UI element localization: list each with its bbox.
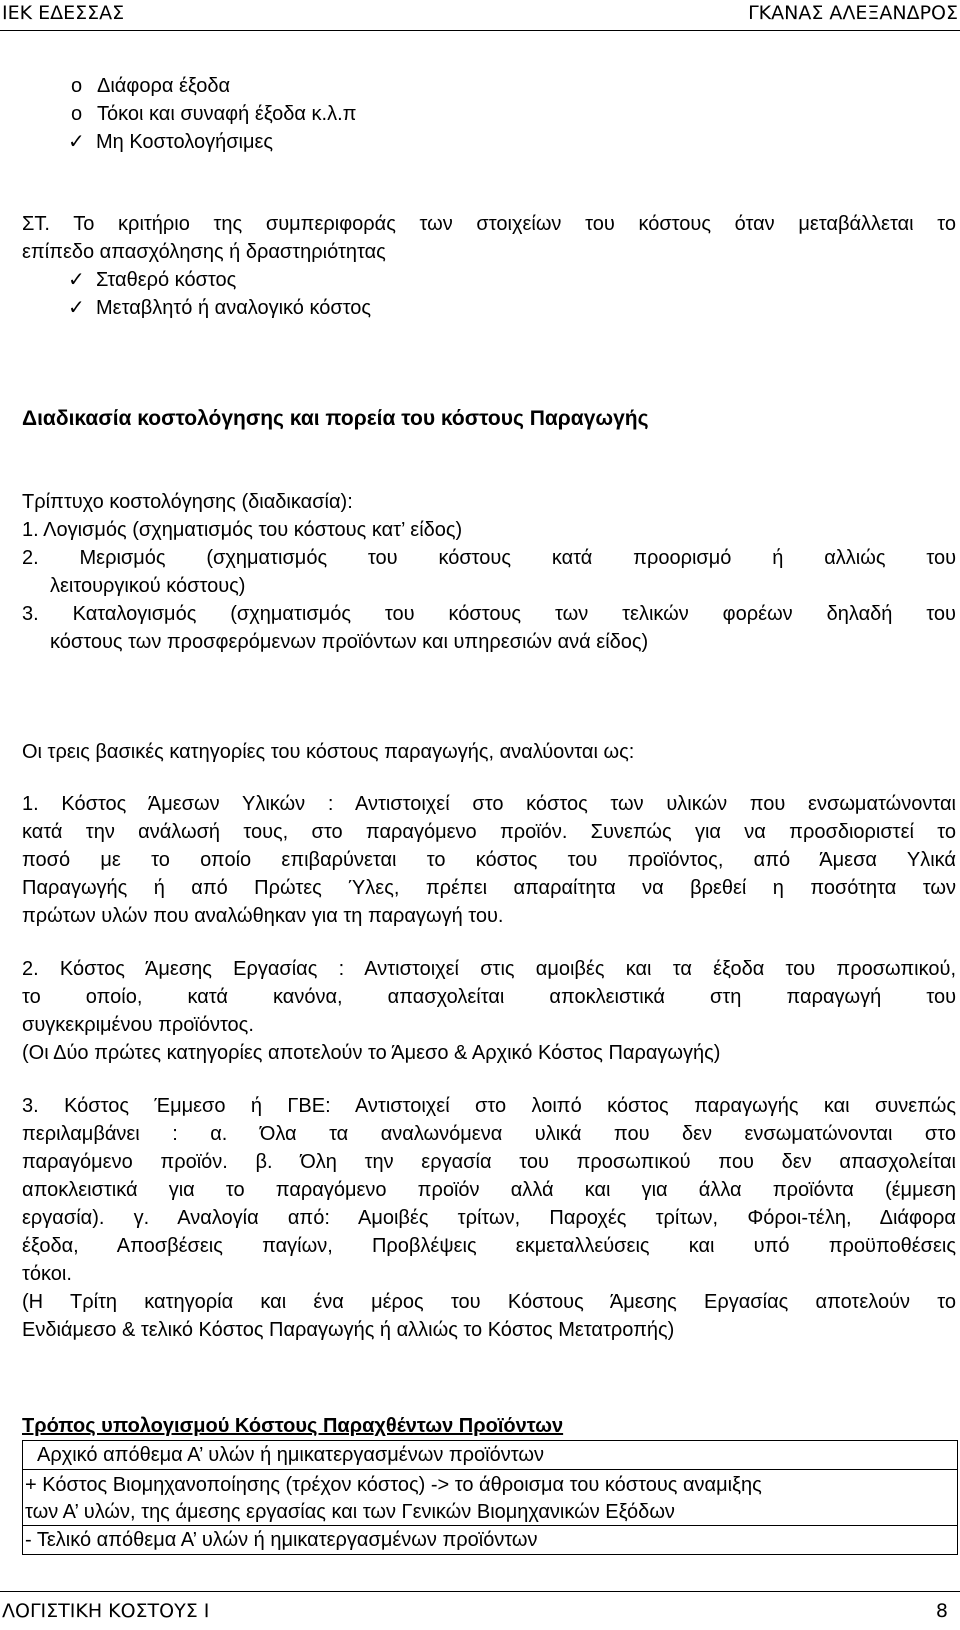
paragraph-line: 1. Κόστος Άμεσων Υλικών : Αντιστοιχεί στο κόστος των υλικών που ενσωματώνονται	[22, 793, 956, 815]
paragraph-line: παραγόμενο προϊόν. β. Όλη την εργασία του προσωπικού που δεν απασχολείται	[22, 1151, 956, 1173]
categories-intro: Οι τρεις βασικές κατηγορίες του κόστους παραγωγής, αναλύονται ως:	[22, 741, 635, 763]
check-icon: ✓	[68, 131, 85, 153]
list-item: ✓ Σταθερό κόστος	[68, 266, 236, 294]
paragraph-line: 3. Κόστος Έμμεσο ή ΓΒΕ: Αντιστοιχεί στο λοιπό κόστος παραγωγής και συνεπώς	[22, 1095, 956, 1117]
list-item: o Διάφορα έξοδα	[71, 72, 230, 100]
bullet-icon: o	[71, 103, 83, 125]
paragraph-line: εργασία). γ. Αναλογία από: Αμοιβές τρίτων, Παροχές τρίτων, Φόροι-τέλη, Διάφορα	[22, 1207, 956, 1229]
section-title: Διαδικασία κοστολόγησης και πορεία του κόστους Παραγωγής	[22, 407, 649, 430]
calc-row: Αρχικό απόθεμα Α’ υλών ή ημικατεργασμένων προϊόντων	[22, 1440, 958, 1470]
header-left: ΙΕΚ ΕΔΕΣΣΑΣ	[2, 2, 125, 24]
header-right: ΓΚΑΝΑΣ ΑΛΕΞΑΝΔΡΟΣ	[748, 2, 958, 24]
paragraph-line: έξοδα, Αποσβέσεις παγίων, Προβλέψεις εκμεταλλεύσεις και υπό προϋποθέσεις	[22, 1235, 956, 1257]
paragraph-line: (Η Τρίτη κατηγορία και ένα μέρος του Κόστους Άμεσης Εργασίας αποτελούν το	[22, 1291, 956, 1313]
triptych-intro: Τρίπτυχο κοστολόγησης (διαδικασία):	[22, 491, 353, 513]
paragraph-line: (Οι Δύο πρώτες κατηγορίες αποτελούν το Άμεσο & Αρχικό Κόστος Παραγωγής)	[22, 1042, 721, 1064]
paragraph-line: το οποίο, κατά κανόνα, απασχολείται αποκλειστικά στη παραγωγή του	[22, 986, 956, 1008]
calc-row: + Κόστος Βιομηχανοποίησης (τρέχον κόστος) -> το άθροισμα του κόστους αναμιξης των Α’ υλών, της άμεσης εργασίας και των Γενικών Βιομηχανικών Εξόδων	[22, 1469, 958, 1526]
calc-row: - Τελικό απόθεμα Α’ υλών ή ημικατεργασμένων προϊόντων	[22, 1525, 958, 1555]
paragraph-line: Ενδιάμεσο & τελικό Κόστος Παραγωγής ή αλλιώς το Κόστος Μετατροπής)	[22, 1319, 675, 1341]
paragraph-line: τόκοι.	[22, 1263, 72, 1285]
check-icon: ✓	[68, 297, 85, 319]
list-item: 2. Μερισμός (σχηματισμός του κόστους κατά προορισμό ή αλλιώς του	[22, 547, 956, 569]
criterion-line: ΣΤ. Το κριτήριο της συμπεριφοράς των στοιχείων του κόστους όταν μεταβάλλεται το	[22, 213, 956, 235]
bullet-icon: o	[71, 75, 83, 97]
paragraph-line: πρώτων υλών που αναλώθηκαν για τη παραγωγή του.	[22, 905, 504, 927]
list-item: κόστους των προσφερόμενων προϊόντων και υπηρεσιών ανά είδος)	[50, 631, 649, 653]
list-item: ✓ Μεταβλητό ή αναλογικό κόστος	[68, 294, 371, 322]
paragraph-line: 2. Κόστος Άμεσης Εργασίας : Αντιστοιχεί στις αμοιβές και τα έξοδα του προσωπικού,	[22, 958, 956, 980]
list-item: o Τόκοι και συναφή έξοδα κ.λ.π	[71, 100, 356, 128]
page-header	[0, 0, 960, 31]
check-icon: ✓	[68, 269, 85, 291]
paragraph-line: Παραγωγής ή από Πρώτες Ύλες, πρέπει απαραίτητα να βρεθεί η ποσότητα των	[22, 877, 956, 899]
list-item: 3. Καταλογισμός (σχηματισμός του κόστους των τελικών φορέων δηλαδή του	[22, 603, 956, 625]
paragraph-line: ποσό με το οποίο επιβαρύνεται το κόστος του προϊόντος, από Άμεσα Υλικά	[22, 849, 956, 871]
paragraph-line: αποκλειστικά για το παραγόμενο προϊόν αλλά και για άλλα προϊόντα (έμμεση	[22, 1179, 956, 1201]
paragraph-line: κατά την ανάλωσή τους, στο παραγόμενο προϊόν. Συνεπώς για να προσδιοριστεί το	[22, 821, 956, 843]
list-item: λειτουργικού κόστους)	[50, 575, 246, 597]
list-item: 1. Λογισμός (σχηματισμός του κόστους κατ’ είδος)	[22, 519, 463, 541]
paragraph-line: συγκεκριμένου προϊόντος.	[22, 1014, 254, 1036]
paragraph-line: περιλαμβάνει : α. Όλα τα αναλωνόμενα υλικά που δεν ενσωματώνονται στο	[22, 1123, 956, 1145]
page-number: 8	[935, 1600, 948, 1622]
list-item: ✓ Μη Κοστολογήσιμες	[68, 128, 273, 156]
page-footer	[0, 1591, 960, 1630]
footer-left: ΛΟΓΙΣΤΙΚΗ ΚΟΣΤΟΥΣ Ι	[2, 1600, 210, 1622]
calc-title: Τρόπος υπολογισμού Κόστους Παραχθέντων Προϊόντων	[22, 1415, 564, 1437]
criterion-line: επίπεδο απασχόλησης ή δραστηριότητας	[22, 241, 386, 263]
